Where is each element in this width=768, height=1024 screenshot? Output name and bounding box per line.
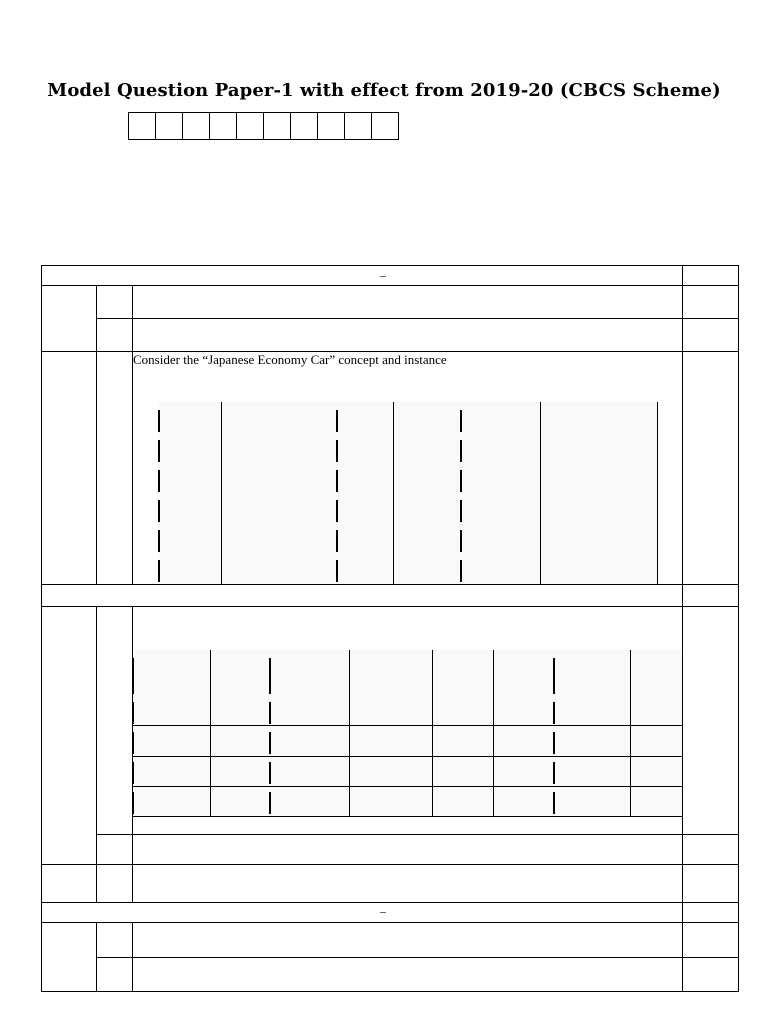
table-line <box>269 792 271 814</box>
data-table-shade <box>134 650 682 816</box>
table-line <box>132 792 134 814</box>
table-line <box>630 650 631 816</box>
module-2-separator: – <box>380 904 386 918</box>
module-1-separator: – <box>380 268 386 282</box>
table-line <box>133 756 682 757</box>
table-line <box>432 650 433 816</box>
table-line <box>493 650 494 816</box>
table-line <box>132 762 134 784</box>
table-line <box>553 702 555 724</box>
table-line <box>133 786 682 787</box>
table-line <box>269 762 271 784</box>
table-line <box>132 732 134 754</box>
question-1b-text: Consider the “Japanese Economy Car” concept and instance <box>133 352 447 367</box>
table-line <box>132 658 134 694</box>
table-line <box>210 650 211 816</box>
table-line <box>553 792 555 814</box>
table-line <box>269 658 271 694</box>
table-line <box>133 725 682 726</box>
table-line <box>269 732 271 754</box>
table-line <box>133 816 682 817</box>
table-line <box>132 702 134 724</box>
table-line <box>553 658 555 694</box>
table-line <box>269 702 271 724</box>
table-line <box>349 650 350 816</box>
table-line <box>553 732 555 754</box>
paper-title: Model Question Paper-1 with effect from 2019-20 (CBCS Scheme) <box>47 80 721 101</box>
table-line <box>553 762 555 784</box>
